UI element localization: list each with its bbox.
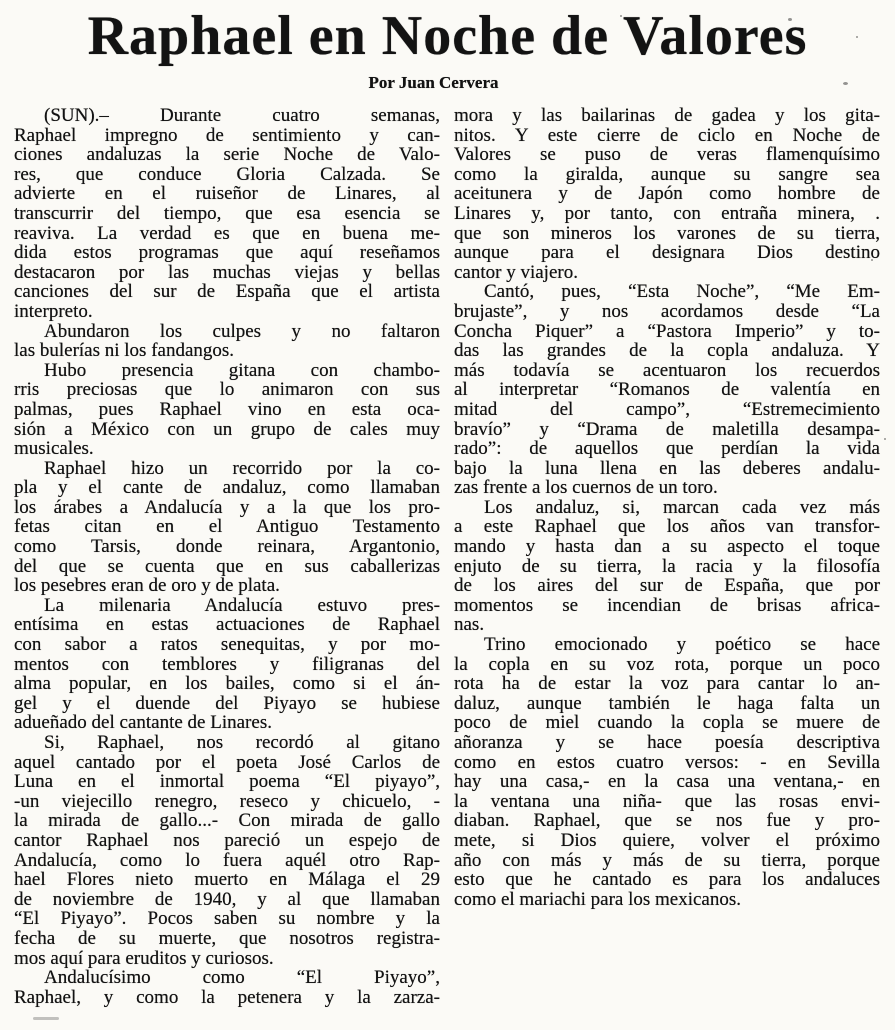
- article-line: adueñado del cantante de Linares.: [14, 712, 272, 734]
- article-line: aunque para el designara Dios destino: [454, 242, 880, 264]
- article-line: dida estos programas que aquí reseñamos: [14, 242, 440, 264]
- article-line: das las grandes de la copla andaluza. Y: [454, 340, 880, 362]
- article-line: la mirada de gallo...- Con mirada de gallo: [14, 810, 440, 832]
- article-line: que son mineros los varones de su tierra,: [454, 222, 880, 244]
- ink-speck: [788, 18, 792, 21]
- article-line: añoranza y se hace poesía descriptiva: [454, 732, 880, 753]
- article-line: bravío” y “Drama de maletilla desampa-: [454, 418, 880, 440]
- article-line: res, que conduce Gloria Calzada. Se: [14, 163, 440, 185]
- article-line: Linares y, por tanto, con entraña minera, .: [454, 202, 880, 224]
- article-line: destacaron por las muchas viejas y bellas: [14, 261, 440, 283]
- column-right: [454, 106, 880, 1007]
- article-line: los árabes a Andalucía y a la que los pro-: [14, 496, 440, 518]
- article-line: daluz, aunque también le haga falta un: [454, 692, 880, 714]
- article-line: del que se cuenta que en sus caballerizas: [14, 555, 440, 577]
- article-line: pla y el cante de andaluz, como llamaban: [14, 477, 440, 499]
- article-line: los pesebres eran de oro y de plata.: [14, 575, 280, 597]
- article-line: fecha de su muerte, que nosotros registra-: [14, 927, 440, 949]
- article-line: rado”: de aquellos que perdían la vida: [454, 438, 880, 460]
- article-line: La milenaria Andalucía estuvo pres-: [44, 594, 440, 616]
- article-line: como el mariachi para los mexicanos.: [454, 888, 742, 910]
- article-line: zas frente a los cuernos de un toro.: [454, 477, 718, 499]
- article-line: brujaste”, y nos acordamos desde “La: [454, 300, 880, 322]
- article-line: reaviva. La verdad es que en buena me-: [14, 222, 440, 244]
- article-line: entísima en estas actuaciones de Raphael: [14, 614, 440, 636]
- article-line: como la giralda, aunque su sangre sea: [454, 163, 880, 185]
- article-line: Abundaron los culpes y no faltaron: [44, 320, 440, 342]
- ink-speck: [884, 438, 886, 440]
- article-line: Raphael hizo un recorrido por la co-: [44, 457, 440, 479]
- article-line: Trino emocionado y poético se hace: [484, 634, 880, 656]
- article-line: (SUN).– Durante cuatro semanas,: [44, 105, 440, 126]
- article-line: Luna en el inmortal poema “El piyayo”,: [14, 771, 440, 793]
- article-line: cantor Raphael nos pareció un espejo de: [14, 829, 440, 851]
- article-line: las bulerías ni los fandangos.: [14, 340, 235, 362]
- article-line: interpreto.: [14, 300, 93, 322]
- article-byline: Por Juan Cervera: [368, 73, 499, 92]
- article-line: ciones andaluzas la serie Noche de Valo-: [14, 144, 440, 166]
- article-line: Raphael impregno de sentimiento y can-: [14, 124, 440, 146]
- article-line: hael Flores nieto muerto en Málaga el 29: [14, 869, 440, 891]
- ink-speck: [856, 36, 858, 38]
- article-line: alma popular, en los bailes, como si el án-: [14, 673, 440, 695]
- article-line: fetas citan en el Antiguo Testamento: [14, 516, 440, 538]
- article-line: diaban. Raphael, que se nos fue y pro-: [454, 810, 880, 832]
- article-line: palmas, pues Raphael vino en esta oca-: [14, 398, 440, 420]
- article-line: nitos. Y este cierre de ciclo en Noche de: [454, 124, 880, 146]
- article-line: mitad del campo”, “Estremecimiento: [454, 398, 880, 420]
- article-line: “El Piyayo”. Pocos saben su nombre y la: [14, 908, 440, 930]
- ink-speck: [843, 82, 848, 85]
- article-line: la ventana una niña- que las rosas envi-: [454, 790, 880, 812]
- article-line: hay una casa,- en la casa una ventana,- en: [454, 771, 880, 793]
- article-line: de los aires del sur de España, que por: [454, 575, 880, 597]
- article-line: con sabor a ratos senequitas, y por mo-: [14, 634, 440, 656]
- article-line: Cantó, pues, “Esta Noche”, “Me Em-: [484, 281, 880, 303]
- article-line: año con más y más de su tierra, porque: [454, 849, 880, 871]
- article-line: Valores se puso de veras flamenquísimo: [454, 144, 880, 166]
- article-line: mentos con temblores y filigranas del: [14, 653, 440, 675]
- article-line: Andalucísimo como “El Piyayo”,: [44, 967, 440, 989]
- article-line: canciones del sur de España que el artista: [14, 281, 440, 303]
- article-line: mora y las bailarinas de gadea y los gita-: [454, 105, 880, 126]
- article-line: mete, si Dios quiere, volver el próximo: [454, 829, 880, 851]
- article-line: momentos se incendian de brisas africa-: [454, 594, 880, 616]
- article-line: Andalucía, como lo fuera aquél otro Rap-: [14, 849, 440, 871]
- article-line: musicales.: [14, 438, 94, 460]
- article-line: advierte en el ruiseñor de Linares, al: [14, 183, 440, 205]
- article-line: de noviembre de 1940, y al que llamaban: [14, 888, 440, 910]
- ink-speck: [620, 15, 622, 17]
- article-line: mando y hasta dan a su aspecto el toque: [454, 536, 880, 558]
- article-line: rris preciosas que lo animaron con sus: [14, 379, 440, 401]
- article-line: como Tarsis, donde reinara, Argantonio,: [14, 536, 440, 558]
- article-line: Raphael, y como la petenera y la zarza-: [14, 986, 440, 1008]
- article-columns: [0, 106, 895, 1007]
- newspaper-page: [0, 6, 895, 1030]
- article-line: Los andaluz, si, marcan cada vez más: [484, 496, 880, 518]
- scan-smudge: [33, 1017, 59, 1020]
- article-line: la copla en su voz rota, porque un poco: [454, 653, 880, 675]
- article-line: sión a México con un grupo de cales muy: [14, 418, 440, 440]
- article-line: Concha Piquer” a “Pastora Imperio” y to-: [454, 320, 880, 342]
- ink-speck: [871, 259, 873, 261]
- article-title: Raphael en Noche de Valores: [87, 5, 808, 67]
- article-line: esto que he cantado es para los andaluces: [454, 869, 880, 891]
- article-line: enjuto de su tierra, la racia y la filosofía: [454, 555, 880, 577]
- article-line: aquel cantado por el poeta José Carlos de: [14, 751, 440, 773]
- article-line: Hubo presencia gitana con chambo-: [44, 359, 440, 381]
- article-line: como en estos cuatro versos: - en Sevilla: [454, 751, 880, 773]
- article-line: más todavía se acentuaron los recuerdos: [454, 359, 880, 381]
- column-left: [14, 106, 440, 1007]
- article-line: aceitunera y de Japón como hombre de: [454, 183, 880, 205]
- article-line: rota ha de estar la voz para cantar lo an-: [454, 673, 880, 695]
- article-line: bajo la luna llena en las deberes andalu-: [454, 457, 880, 479]
- article-line: nas.: [454, 614, 485, 636]
- article-line: a este Raphael que los años van transfor-: [454, 516, 880, 538]
- article-line: cantor y viajero.: [454, 261, 578, 283]
- article-line: gel y el duende del Piyayo se hubiese: [14, 692, 440, 714]
- article-line: al interpretar “Romanos de valentía en: [454, 379, 880, 401]
- article-line: mos aquí para eruditos y curiosos.: [14, 947, 274, 969]
- article-line: transcurrir del tiempo, que esa esencia se: [14, 202, 440, 224]
- article-line: Si, Raphael, nos recordó al gitano: [44, 732, 440, 753]
- article-line: -un viejecillo renegro, reseco y chicuelo, -: [14, 790, 440, 812]
- article-line: poco de miel cuando la copla se muere de: [454, 712, 880, 734]
